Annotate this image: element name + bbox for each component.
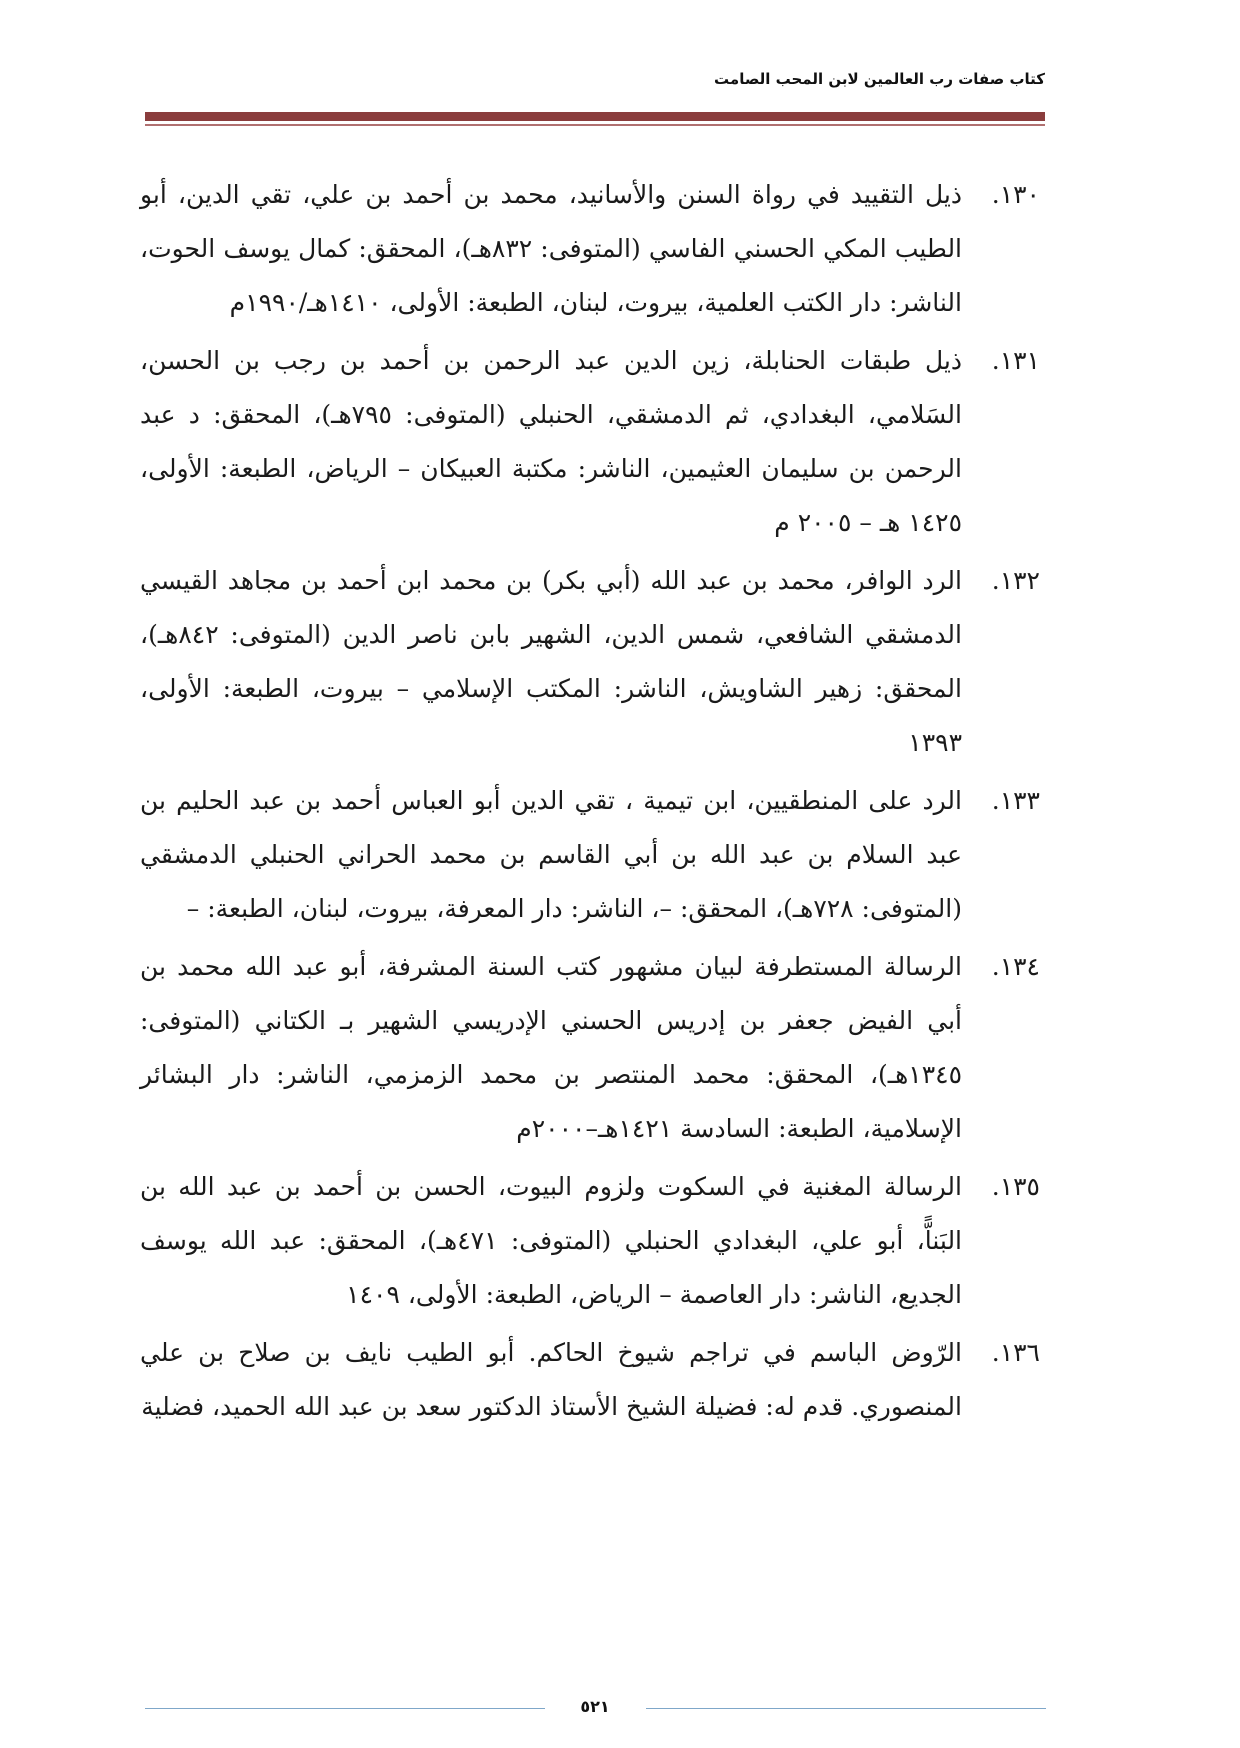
bibliography-entry-135 [140, 1160, 1040, 1322]
entry-number: ١٣٤. [991, 952, 1040, 981]
entry-text: الرد الوافر، محمد بن عبد الله (أبي بكر) بن محمد ابن أحمد بن مجاهد القيسي الدمشقي الشافعي، شمس الدين، الشهير بابن ناصر الدين (المتوفى: ٨٤٢هـ)، المحقق: زهير الشاويش، الناشر: المكتب الإسلامي – بيروت، الطبعة: الأولى، ١٣٩٣ [140, 566, 963, 757]
bibliography-entry-136 [140, 1326, 1040, 1434]
entry-number: ١٣٥. [991, 1172, 1040, 1201]
entry-text: الرّوض الباسم في تراجم شيوخ الحاكم. أبو الطيب نايف بن صلاح بن علي المنصوري. قدم له: فضيلة الشيخ الأستاذ الدكتور سعد بن عبد الله الحميد، فضلية [140, 1338, 962, 1421]
footer-rule-right [646, 1708, 1046, 1709]
footer-rule-left [145, 1708, 545, 1709]
entry-number: ١٣٢. [991, 566, 1040, 595]
entry-text: ذيل طبقات الحنابلة، زين الدين عبد الرحمن بن أحمد بن رجب بن الحسن، السَلامي، البغدادي، ثم الدمشقي، الحنبلي (المتوفى: ٧٩٥هـ)، المحقق: د عبد الرحمن بن سليمان العثيمين، الناشر: مكتبة العبيكان – الرياض، الطبعة: الأولى، ١٤٢٥ هـ – ٢٠٠٥ م [140, 346, 962, 537]
bibliography-entry-132 [140, 554, 1040, 770]
bibliography-entry-134 [140, 940, 1040, 1156]
entry-text: ذيل التقييد في رواة السنن والأسانيد، محمد بن أحمد بن علي، تقي الدين، أبو الطيب المكي الحسني الفاسي (المتوفى: ٨٣٢هـ)، المحقق: كمال يوسف الحوت، الناشر: دار الكتب العلمية، بيروت، لبنان، الطبعة: الأولى، ١٤١٠هـ/١٩٩٠م [140, 180, 963, 317]
entry-number: ١٣٠. [991, 180, 1040, 209]
header-rule-thick [145, 112, 1045, 121]
page-number: ٥٢١ [580, 1697, 610, 1716]
entry-text: الرسالة المستطرفة لبيان مشهور كتب السنة المشرفة، أبو عبد الله محمد بن أبي الفيض جعفر بن إدريس الحسني الإدريسي الشهير بـ الكتاني (المتوفى: ١٣٤٥هـ)، المحقق: محمد المنتصر بن محمد الزمزمي، الناشر: دار البشائر الإسلامية، الطبعة: السادسة ١٤٢١هـ–٢٠٠٠م [140, 952, 962, 1143]
entry-text: الرسالة المغنية في السكوت ولزوم البيوت، الحسن بن أحمد بن عبد الله بن البَناًّ، أبو علي، البغدادي الحنبلي (المتوفى: ٤٧١هـ)، المحقق: عبد الله يوسف الجديع، الناشر: دار العاصمة – الرياض، الطبعة: الأولى، ١٤٠٩ [140, 1172, 963, 1309]
entry-number: ١٣١. [991, 346, 1040, 375]
running-header: كتاب صفات رب العالمين لابن المحب الصامت [714, 70, 1045, 88]
entry-text: الرد على المنطقيين، ابن تيمية ، تقي الدين أبو العباس أحمد بن عبد الحليم بن عبد السلام بن عبد الله بن أبي القاسم بن محمد الحراني الحنبلي الدمشقي (المتوفى: ٧٢٨هـ)، المحقق: –، الناشر: دار المعرفة، بيروت، لبنان، الطبعة: – [140, 786, 962, 923]
entry-number: ١٣٣. [991, 786, 1040, 815]
bibliography-entry-131 [140, 334, 1040, 550]
bibliography-list [140, 168, 1040, 1434]
header-rule-thin [145, 124, 1045, 126]
bibliography-entry-130 [140, 168, 1040, 330]
bibliography-entry-133 [140, 774, 1040, 936]
entry-number: ١٣٦. [991, 1338, 1040, 1367]
